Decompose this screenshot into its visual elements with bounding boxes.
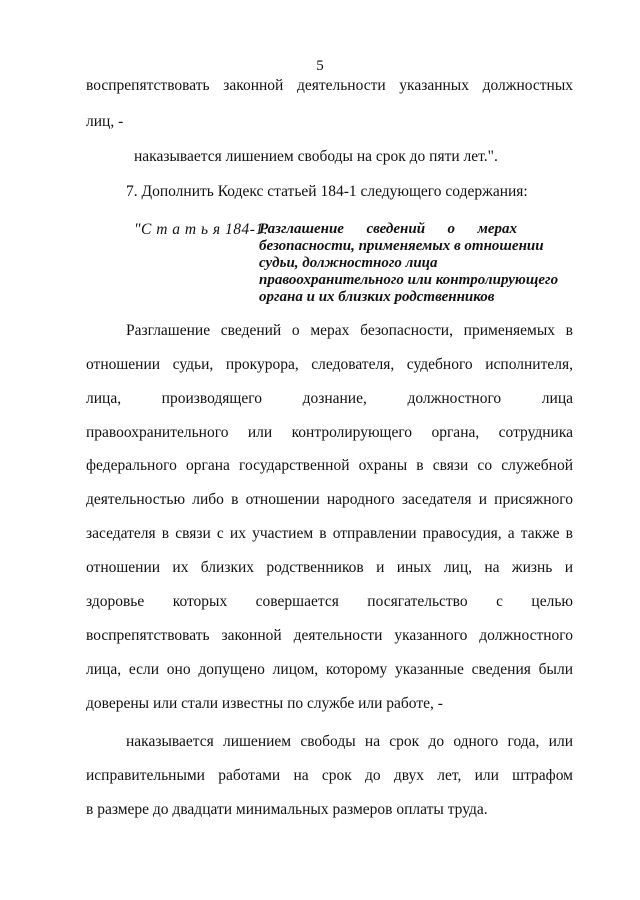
body-line: лица, производящего дознание, должностного лица xyxy=(86,390,573,407)
body-line: Разглашение сведений о мерах безопасности, применяемых в xyxy=(126,322,573,339)
body-line: заседателя в связи с их участием в отправлении правосудия, а также в xyxy=(86,525,573,542)
penalty-line: в размере до двадцати минимальных размеров оплаты труда. xyxy=(86,801,488,818)
page-number: 5 xyxy=(316,58,324,74)
article-title-line: правоохранительного или контролирующего xyxy=(259,272,559,288)
body-line: отношении их близких родственников и иных лиц, на жизнь и xyxy=(86,559,573,576)
body-line: лица, если оно допущено лицом, которому указанные сведения были xyxy=(86,661,573,678)
body-line: федерального органа государственной охраны в связи со служебной xyxy=(86,457,573,474)
text-line: наказывается лишением свободы на срок до пяти лет.". xyxy=(134,148,498,165)
article-title-line: судьи, должностного лица xyxy=(259,255,438,271)
article-label: "С т а т ь я 184-1. xyxy=(134,221,269,238)
penalty-line: наказывается лишением свободы на срок до одного года, или xyxy=(126,733,573,750)
article-title-line: безопасности, применяемых в отношении xyxy=(259,238,544,254)
body-line: деятельностью либо в отношении народного заседателя и присяжного xyxy=(86,491,573,508)
body-line: воспрепятствовать законной деятельности указанного должностного xyxy=(86,627,573,644)
body-line: здоровье которых совершается посягательство с целью xyxy=(86,593,573,610)
article-title xyxy=(259,221,559,306)
body-line: правоохранительного или контролирующего органа, сотрудника xyxy=(86,424,573,441)
penalty-line: исправительными работами на срок до двух лет, или штрафом xyxy=(86,767,573,784)
body-line: доверены или стали известны по службе или работе, - xyxy=(86,695,443,712)
text-line: воспрепятствовать законной деятельности указанных должностных xyxy=(86,77,573,94)
amendment-instruction: 7. Дополнить Кодекс статьей 184-1 следующего содержания: xyxy=(126,183,528,200)
article-title-line: органа и их близких родственников xyxy=(259,289,495,305)
article-title-line: Разглашение сведений о мерах xyxy=(259,221,517,237)
text-line: лиц, - xyxy=(86,113,124,130)
body-line: отношении судьи, прокурора, следователя, судебного исполнителя, xyxy=(86,356,573,373)
